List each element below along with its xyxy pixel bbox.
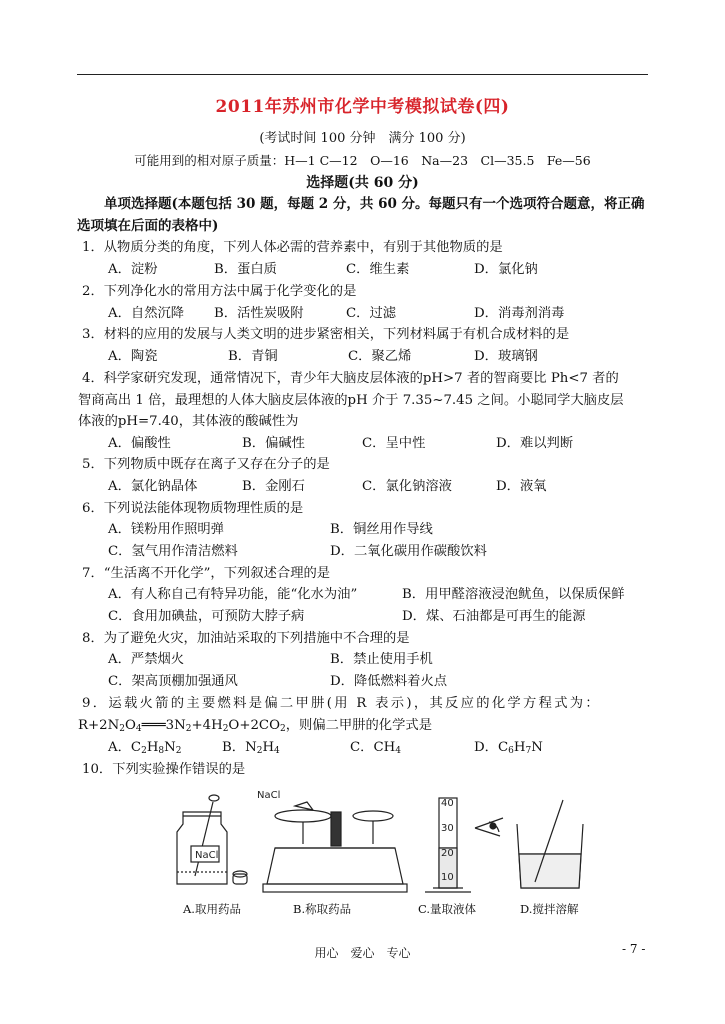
- question-3-option-b: B．青铜: [228, 349, 278, 364]
- question-5-option-c: C．氯化钠溶液: [362, 479, 452, 494]
- question-3-option-c: C．聚乙烯: [348, 349, 412, 364]
- question-4-option-a: A．偏酸性: [108, 436, 171, 451]
- question-6-stem: 6．下列说法能体现物质物理性质的是: [82, 501, 304, 516]
- cylinder-mark-30: 30: [441, 823, 454, 834]
- question-7-option-c: C．食用加碘盐，可预防大脖子病: [108, 609, 305, 624]
- question-8-option-d: D．降低燃料着火点: [330, 674, 448, 689]
- question-4-stem-line3: 体液的pH=7.40，其体液的酸碱性为: [78, 414, 299, 429]
- cylinder-mark-20: 20: [441, 848, 454, 859]
- question-9-option-b: B．$N_2H_4$: [222, 740, 280, 756]
- page-title: 2011年苏州市化学中考模拟试卷(四): [215, 97, 510, 117]
- question-3-stem: 3．材料的应用的发展与人类文明的进步紧密相关，下列材料属于有机合成材料的是: [82, 327, 570, 342]
- question-7-option-d: D．煤、石油都是可再生的能源: [402, 609, 586, 624]
- question-9-option-d: D．$C_6H_7N$: [474, 740, 543, 756]
- question-1-option-d: D．氯化钠: [474, 262, 538, 277]
- question-1-stem: 1．从物质分类的角度，下列人体必需的营养素中，有别于其他物质的是: [82, 240, 503, 255]
- figure-b-balance: [263, 802, 407, 892]
- question-9-stem-line1: 9．运载火箭的主要燃料是偏二甲肼(用 R 表示)，其反应的化学方程式为：: [82, 696, 602, 711]
- question-7-option-b: B．用甲醛溶液浸泡鱿鱼，以保质保鲜: [402, 587, 625, 602]
- question-9-stem-line2: [78, 714, 432, 734]
- atomic-masses: 可能用到的相对原子质量：H—1 C—12 O—16 Na—23 Cl—35.5 Fe—56: [134, 153, 591, 168]
- lab-operations-figure: [155, 784, 595, 919]
- question-9-option-a: A．$C_2H_8N_2$: [108, 740, 182, 756]
- question-6-option-b: B．铜丝用作导线: [330, 522, 433, 537]
- page-number: - 7 -: [622, 942, 646, 956]
- question-3-option-a: A．陶瓷: [108, 349, 158, 364]
- question-9-option-c: C．$CH_4$: [350, 740, 401, 756]
- question-9-suffix: ，则偏二甲肼的化学式是: [285, 718, 432, 733]
- question-6-option-a: A．镁粉用作照明弹: [108, 522, 224, 537]
- figure-d-beaker: [517, 800, 583, 888]
- figure-c-caption: C.量取液体: [418, 902, 477, 916]
- cylinder-mark-40: 40: [441, 798, 454, 809]
- figure-b-caption: B.称取药品: [293, 902, 352, 916]
- question-4-option-c: C．呈中性: [362, 436, 426, 451]
- section-instructions: 单项选择题(本题包括 30 题，每题 2 分，共 60 分。每题只有一个选项符合题意，将正确选项填在后面的表格中): [77, 196, 645, 234]
- question-2-option-c: C．过滤: [346, 306, 397, 321]
- question-8-option-c: C．架高顶棚加强通风: [108, 674, 238, 689]
- question-6-option-c: C．氢气用作清洁燃料: [108, 544, 238, 559]
- question-4-stem-line2: 智商高出 1 倍，最理想的人体大脑皮层体液的pH 介于 7.35~7.45 之间。小聪同学大脑皮层: [78, 393, 624, 408]
- question-2-option-a: A．自然沉降: [108, 306, 185, 321]
- question-8-option-b: B．禁止使用手机: [330, 652, 433, 667]
- question-1-option-b: B．蛋白质: [214, 262, 277, 277]
- figure-a-caption: A.取用药品: [183, 902, 241, 916]
- question-7-stem: 7．“生活离不开化学”，下列叙述合理的是: [82, 566, 331, 581]
- question-2-stem: 2．下列净化水的常用方法中属于化学变化的是: [82, 284, 357, 299]
- figure-b-label: NaCl: [257, 790, 281, 801]
- figure-c-cylinder: [425, 798, 503, 892]
- question-1-option-c: C．维生素: [346, 262, 410, 277]
- question-5-option-a: A．氯化钠晶体: [108, 479, 198, 494]
- question-5-option-d: D．液氧: [496, 479, 547, 494]
- figure-d-caption: D.搅拌溶解: [520, 902, 579, 916]
- question-1-option-a: A．淀粉: [108, 262, 158, 277]
- figure-a-label: NaCl: [195, 850, 219, 861]
- question-5-option-b: B．金刚石: [242, 479, 305, 494]
- question-8-stem: 8．为了避免火灾，加油站采取的下列措施中不合理的是: [82, 631, 410, 646]
- page-footer: 用心 爱心 专心: [314, 946, 411, 960]
- question-5-stem: 5．下列物质中既存在离子又存在分子的是: [82, 457, 330, 472]
- question-4-option-b: B．偏碱性: [242, 436, 305, 451]
- question-7-option-a: A．有人称自己有特异功能，能“化水为油”: [108, 587, 358, 602]
- question-6-option-d: D．二氧化碳用作碳酸饮料: [330, 544, 487, 559]
- cylinder-mark-10: 10: [441, 872, 454, 883]
- question-3-option-d: D．玻璃钢: [474, 349, 538, 364]
- figure-a-reagent-bottle: [177, 795, 247, 884]
- question-4-option-d: D．难以判断: [496, 436, 574, 451]
- exam-subtitle: (考试时间 100 分钟 满分 100 分): [259, 131, 466, 146]
- question-9-equation: $R+2N_2O_4═══3N_2+4H_2O+2CO_2$: [78, 718, 286, 734]
- question-4-stem-line1: 4．科学家研究发现，通常情况下，青少年大脑皮层体液的pH>7 者的智商要比 Ph<7 者的: [82, 371, 619, 386]
- question-8-option-a: A．严禁烟火: [108, 652, 185, 667]
- header-rule: [77, 74, 648, 75]
- question-2-option-d: D．消毒剂消毒: [474, 306, 565, 321]
- question-10-stem: 10．下列实验操作错误的是: [82, 762, 246, 777]
- question-2-option-b: B．活性炭吸附: [214, 306, 304, 321]
- section-title: 选择题(共 60 分): [306, 175, 419, 191]
